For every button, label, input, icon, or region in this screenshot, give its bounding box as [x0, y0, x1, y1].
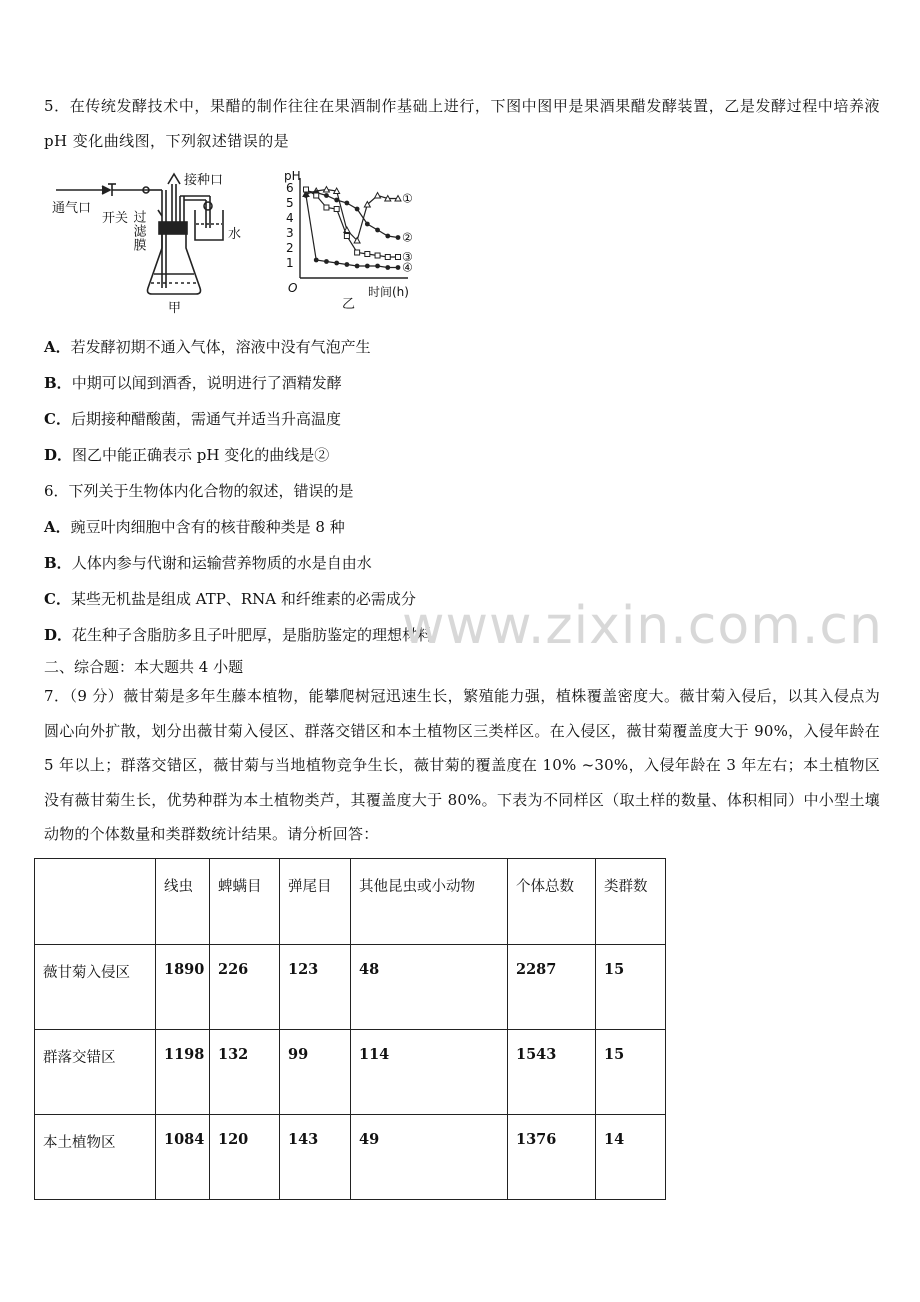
table-cell: 99	[280, 1030, 351, 1115]
table-header-cell: 类群数	[596, 859, 666, 945]
data-point	[355, 264, 360, 269]
table-row	[35, 1030, 666, 1115]
data-point	[344, 201, 349, 206]
table-row	[35, 945, 666, 1030]
table-cell: 1198	[156, 1030, 210, 1115]
data-point	[355, 250, 360, 255]
table-header-cell	[35, 859, 156, 945]
chart-caption: 乙	[342, 297, 356, 312]
q5-option-c-text: 后期接种醋酸菌，需通气并适当升高温度	[70, 410, 341, 428]
y-axis-label: pH	[284, 169, 301, 183]
data-point	[344, 262, 349, 267]
section-2-title: 二、综合题：本大题共 4 小题	[44, 658, 244, 676]
table-cell: 15	[596, 1030, 666, 1115]
q5-option-b-label: B．	[44, 374, 72, 392]
table-row	[35, 1115, 666, 1200]
q7-stem	[44, 679, 880, 852]
q6-option-a-text: 豌豆叶肉细胞中含有的核苷酸种类是 8 种	[70, 518, 345, 536]
series-label: ①	[402, 191, 413, 206]
q6-option-c-label: C．	[44, 590, 71, 608]
table-header-cell: 个体总数	[508, 859, 596, 945]
soil-animal-table	[34, 858, 666, 1200]
table-cell-region: 本土植物区	[35, 1115, 156, 1200]
table-header-cell: 其他昆虫或小动物	[351, 859, 508, 945]
data-point	[324, 193, 329, 198]
fig-jia-switch: 开关	[102, 211, 129, 226]
y-tick-label: 4	[286, 211, 294, 225]
data-point	[365, 252, 370, 257]
q5-option-c	[44, 409, 341, 429]
data-point	[375, 193, 381, 199]
q5-option-d	[44, 445, 329, 465]
q5-stem	[44, 89, 880, 158]
table-cell-region: 群落交错区	[35, 1030, 156, 1115]
data-point	[365, 222, 370, 227]
table-cell: 226	[210, 945, 280, 1030]
q5-option-a-label: A．	[44, 338, 71, 356]
table-cell: 15	[596, 945, 666, 1030]
table-cell: 48	[351, 945, 508, 1030]
y-tick-label: 6	[286, 181, 294, 195]
table-cell: 132	[210, 1030, 280, 1115]
table-cell: 120	[210, 1115, 280, 1200]
data-point	[385, 234, 390, 239]
table-header-cell: 线虫	[156, 859, 210, 945]
data-point	[396, 265, 401, 270]
x-axis-label: 时间(h)	[368, 285, 409, 299]
q6-option-b	[44, 553, 372, 573]
table-cell: 114	[351, 1030, 508, 1115]
q5-option-d-label: D．	[44, 446, 73, 464]
data-point	[334, 261, 339, 266]
table-cell: 1543	[508, 1030, 596, 1115]
fig-jia-water: 水	[228, 227, 242, 242]
data-point	[304, 193, 309, 198]
q6-option-c-text: 某些无机盐是组成 ATP、RNA 和纤维素的必需成分	[70, 590, 416, 608]
table-cell: 1376	[508, 1115, 596, 1200]
q6-number: 6．	[44, 482, 69, 500]
q6-stem-text: 下列关于生物体内化合物的叙述，错误的是	[68, 482, 354, 500]
data-point	[324, 259, 329, 264]
q6-option-d	[44, 625, 432, 645]
q6-option-d-label: D．	[44, 626, 73, 644]
data-point	[375, 264, 380, 269]
data-point	[375, 253, 380, 258]
data-point	[344, 234, 349, 239]
data-point	[396, 255, 401, 260]
q7-score: （9 分）	[69, 687, 124, 705]
data-point	[314, 193, 319, 198]
table-header-row	[35, 859, 666, 945]
table-cell: 49	[351, 1115, 508, 1200]
q5-stem-text: 在传统发酵技术中，果醋的制作往往在果酒制作基础上进行，下图中图甲是果酒果醋发酵装置，乙是发酵过程中培养液 pH 变化曲线图，下列叙述错误的是	[44, 97, 880, 150]
table-cell-region: 薇甘菊入侵区	[35, 945, 156, 1030]
q6-stem	[44, 481, 354, 501]
data-point	[385, 265, 390, 270]
data-point	[365, 264, 370, 269]
origin-label: O	[288, 281, 298, 295]
q5-option-a	[44, 337, 371, 357]
table-cell: 2287	[508, 945, 596, 1030]
series-label: ③	[402, 250, 413, 264]
table-header-cell: 弹尾目	[280, 859, 351, 945]
y-tick-label: 1	[286, 256, 294, 270]
data-point	[355, 207, 360, 212]
y-tick-label: 5	[286, 196, 294, 210]
table-cell: 14	[596, 1115, 666, 1200]
q5-number: 5．	[44, 97, 70, 115]
fig-jia-caption: 甲	[168, 301, 182, 316]
fig-jia-inoculate: 接种口	[184, 173, 224, 188]
q5-option-a-text: 若发酵初期不通入气体，溶液中没有气泡产生	[70, 338, 371, 356]
q6-option-a	[44, 517, 345, 537]
data-point	[334, 198, 339, 203]
q5-option-d-text: 图乙中能正确表示 pH 变化的曲线是②	[72, 446, 330, 464]
data-point	[324, 205, 329, 210]
data-point	[304, 187, 309, 192]
y-tick-label: 2	[286, 241, 294, 255]
figure-yi-chart	[280, 170, 450, 315]
series-label: ②	[402, 230, 413, 245]
data-point	[385, 255, 390, 260]
q6-option-c	[44, 589, 416, 609]
series-line	[306, 190, 398, 241]
q7-number: 7．	[44, 687, 70, 705]
data-point	[314, 258, 319, 263]
q6-option-a-label: A．	[44, 518, 71, 536]
series-line	[306, 190, 398, 258]
table-cell: 1084	[156, 1115, 210, 1200]
table-cell: 1890	[156, 945, 210, 1030]
data-point	[396, 235, 401, 240]
table-cell: 143	[280, 1115, 351, 1200]
data-point	[334, 207, 339, 212]
q5-option-b	[44, 373, 342, 393]
figure-jia	[50, 170, 270, 315]
table-cell: 123	[280, 945, 351, 1030]
q6-option-d-text: 花生种子含脂肪多且子叶肥厚，是脂肪鉴定的理想材料	[72, 626, 433, 644]
y-tick-label: 3	[286, 226, 294, 240]
table-header-cell: 蜱螨目	[210, 859, 280, 945]
series-label: ④	[402, 260, 413, 275]
fig-jia-filter: 过滤膜	[130, 210, 146, 252]
q6-option-b-text: 人体内参与代谢和运输营养物质的水是自由水	[71, 554, 372, 572]
q7-stem-text: 薇甘菊是多年生藤本植物，能攀爬树冠迅速生长，繁殖能力强，植株覆盖密度大。薇甘菊入侵后，以其入侵点为圆心向外扩散，划分出薇甘菊入侵区、群落交错区和本土植物区三类样区。在入侵区，薇甘菊覆盖度大于 90%，入侵年龄在 5 年以上；群落交错区，薇甘菊与当地植物竞争生长，薇甘菊的覆盖度在 10% ~30%，入侵年龄在 3 年左右；本土植物区没有薇甘菊生长，优势种群为本土植物类芦，其覆盖度大于 80%。下表为不同样区（取土样的数量、体积相同）中小型土壤动物的个体数量和类群数统计结果。请分析回答：	[44, 687, 881, 843]
data-point	[375, 228, 380, 233]
q5-option-b-text: 中期可以闻到酒香，说明进行了酒精发酵	[71, 374, 342, 392]
fig-jia-inlet: 通气口	[52, 201, 92, 216]
q6-option-b-label: B．	[44, 554, 72, 572]
q5-option-c-label: C．	[44, 410, 71, 428]
watermark: www.zixin.com.cn	[402, 596, 883, 656]
